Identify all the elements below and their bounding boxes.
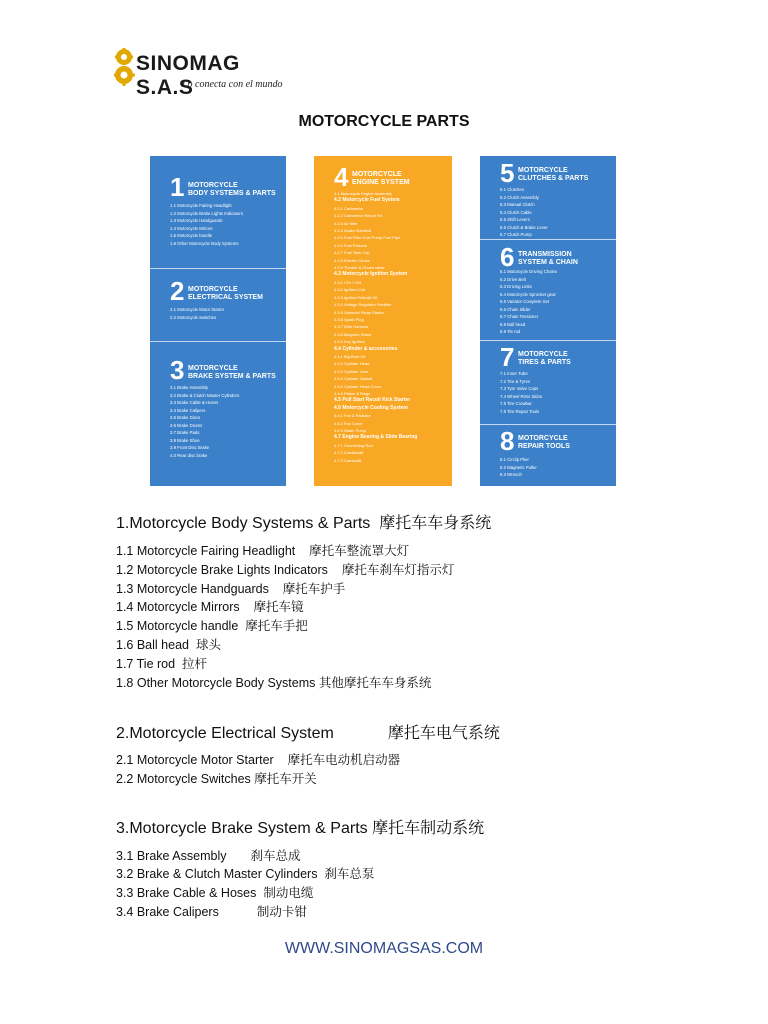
list-item: 1.7 Tie rod 拉杆 — [116, 657, 208, 671]
section-items: 1.1 Motorcycle Fairing Headlight 1.2 Motorcycle Brake Lights Indicators 1.3 Motorcycle Handguards 1.4 Motorcycle Mirrors 1.5 Motorcycle handle 1.6 Other Motorcycle Body Systems — [170, 203, 243, 246]
section-heading-1: 1.Motorcycle Body Systems & Parts 摩托车车身系统 — [116, 513, 492, 532]
divider — [480, 424, 616, 425]
section-items: 4.1 Motorcycle Engine Assembly 4.2 Motorcycle Fuel System 4.2.1 Carburetor 4.2.2 Carburetor Repair Kit 4.2.3 Air filter 4.2.4 Intake Manifold 4.2.5 Fuel Filter Fuel Pump Fuel Pipe 4.2.6 Fuel Petcock 4.2.7 Fuel Tank Cap 4.2.8 Electric Choke 4.2.9 Throttle & Choke cable 4.3 Motorcycle Ignition System 4.3.1 CDI / CDI 4.3.2 Ignition Coil 4.3.3 Ignition Rebuild Kit 4.3.4 Voltage Regulator Rectifier 4.3.5 Solenoid Relay Starter 4.3.6 Spark Plug 4.3.7 Wire Harness 4.3.8 Magneto Stator 4.3.9 Key Ignition 4.4 Cylinder & accessories 4.4.1 Big Bore Kit 4.4.2 Cylinder Head 4.4.3 Cylinder Liner 4.4.4 Cylinder Gasket 4.4.5 Cylinder Head Cover 4.4.6 Piston & Rings 4.5 Pull Start Recoil Kick Starter 4.6 Motorcycle Cooling System 4.6.1 Fan & Radiator 4.6.2 Fan Cover 4.6.3 Water Pump 4.7 Engine Bearing & Slide Bearing 4.7.1 Connecting Rod 4.7.2 Crankshaft 4.7.3 Camshaft — [334, 191, 418, 463]
list-item: 2.2 Motorcycle Switches 摩托车开关 — [116, 772, 317, 786]
list-item: 3.1 Brake Assembly 刹车总成 — [116, 849, 301, 863]
divider — [480, 340, 616, 341]
list-item: 1.4 Motorcycle Mirrors 摩托车镜 — [116, 600, 304, 614]
section-title: MOTORCYCLE ENGINE SYSTEM — [352, 171, 410, 186]
section-number: 1 — [170, 172, 185, 202]
section-items: 3.1 Brake Assembly 3.2 Brake & Clutch Master Cylinders 3.3 Brake Cable & Hoses 3.4 Brake Calipers 3.5 Brake Discs 3.6 Brake Drums 3.7 Brake Pads 3.8 Brake Shoe 3.9 Front Disc Brake 4.0 Rear disc brake — [170, 385, 240, 458]
section-number: 8 — [500, 426, 515, 456]
section-title: MOTORCYCLE BODY SYSTEMS & PARTS — [188, 182, 276, 197]
divider — [150, 268, 286, 269]
list-item: 1.8 Other Motorcycle Body Systems 其他摩托车车身系统 — [116, 676, 432, 690]
section-number: 7 — [500, 342, 515, 372]
list-item: 1.3 Motorcycle Handguards 摩托车护手 — [116, 582, 346, 596]
list-item: 1.5 Motorcycle handle 摩托车手把 — [116, 619, 308, 633]
list-item: 1.1 Motorcycle Fairing Headlight 摩托车整流罩大灯 — [116, 544, 410, 558]
logo-brand: SINOMAG S.A.S — [136, 52, 240, 99]
section-title: MOTORCYCLE ELECTRICAL SYSTEM — [188, 286, 263, 301]
list-item: 3.4 Brake Calipers 制动卡钳 — [116, 905, 307, 919]
section-items: 8.1 Circlip Plier 8.2 Magnetic Puller 8.3 Wrench — [500, 457, 537, 477]
section-items: 2.1 Motorcycle Motor Starter 2.2 Motorcycle Switches — [170, 307, 225, 320]
list-item: 1.2 Motorcycle Brake Lights Indicators 摩托车刹车灯指示灯 — [116, 563, 455, 577]
section-number: 5 — [500, 158, 515, 188]
divider — [150, 341, 286, 342]
list-item: 3.2 Brake & Clutch Master Cylinders 刹车总泵 — [116, 867, 375, 881]
company-logo — [114, 48, 294, 99]
list-item: 2.1 Motorcycle Motor Starter 摩托车电动机启动器 — [116, 753, 401, 767]
section-heading-2: 2.Motorcycle Electrical System 摩托车电气系统 — [116, 725, 500, 742]
section-items: 5.1 Clutches 5.2 Clutch Assembly 5.3 Manual Clutch 5.4 Clutch Cable 5.5 Shift Levers 5.6 Clutch & Brake Lever 5.7 Clutch Pump — [500, 187, 548, 237]
page-title: MOTORCYCLE PARTS — [298, 113, 470, 130]
divider — [480, 239, 616, 240]
section-number: 4 — [334, 162, 349, 192]
section-number: 6 — [500, 242, 515, 272]
list-item: 3.3 Brake Cable & Hoses 制动电缆 — [116, 886, 314, 900]
poster-column-2 — [314, 156, 452, 486]
section-title: MOTORCYCLE CLUTCHES & PARTS — [518, 167, 589, 182]
logo-tagline: Lo conecta con el mundo — [182, 79, 283, 90]
list-item: 1.6 Ball head 球头 — [116, 638, 221, 652]
section-title: MOTORCYCLE TIRES & PARTS — [518, 351, 571, 366]
section-title: TRANSMISSION SYSTEM & CHAIN — [518, 251, 578, 266]
footer-website-link[interactable]: WWW.SINOMAGSAS.COM — [284, 940, 484, 957]
poster-column-1 — [150, 156, 286, 486]
section-title: MOTORCYCLE REPAIR TOOLS — [518, 435, 570, 450]
poster-column-3 — [480, 156, 616, 486]
section-items: 6.1 Motorcycle Driving Chains 6.2 Drive Belt 6.3 Driving Links 6.4 Motorcycle Sprocket gear 6.5 Variator Complete Set 6.6 Chain Slider 6.7 Chain Tensioner 6.8 Ball head 6.9 Tie rod — [500, 269, 558, 334]
section-heading-3: 3.Motorcycle Brake System & Parts 摩托车制动系统 — [116, 820, 485, 837]
section-number: 2 — [170, 276, 185, 306]
section-items: 7.1 Inner Tube 7.2 Tire & Tyres 7.3 Tyre Valve Caps 7.4 Wheel Rims Skins 7.5 Tire Crowbar 7.6 Tire Repair Tools — [500, 371, 543, 414]
section-number: 3 — [170, 355, 185, 385]
section-title: MOTORCYCLE BRAKE SYSTEM & PARTS — [188, 365, 276, 380]
parts-poster — [124, 156, 640, 486]
